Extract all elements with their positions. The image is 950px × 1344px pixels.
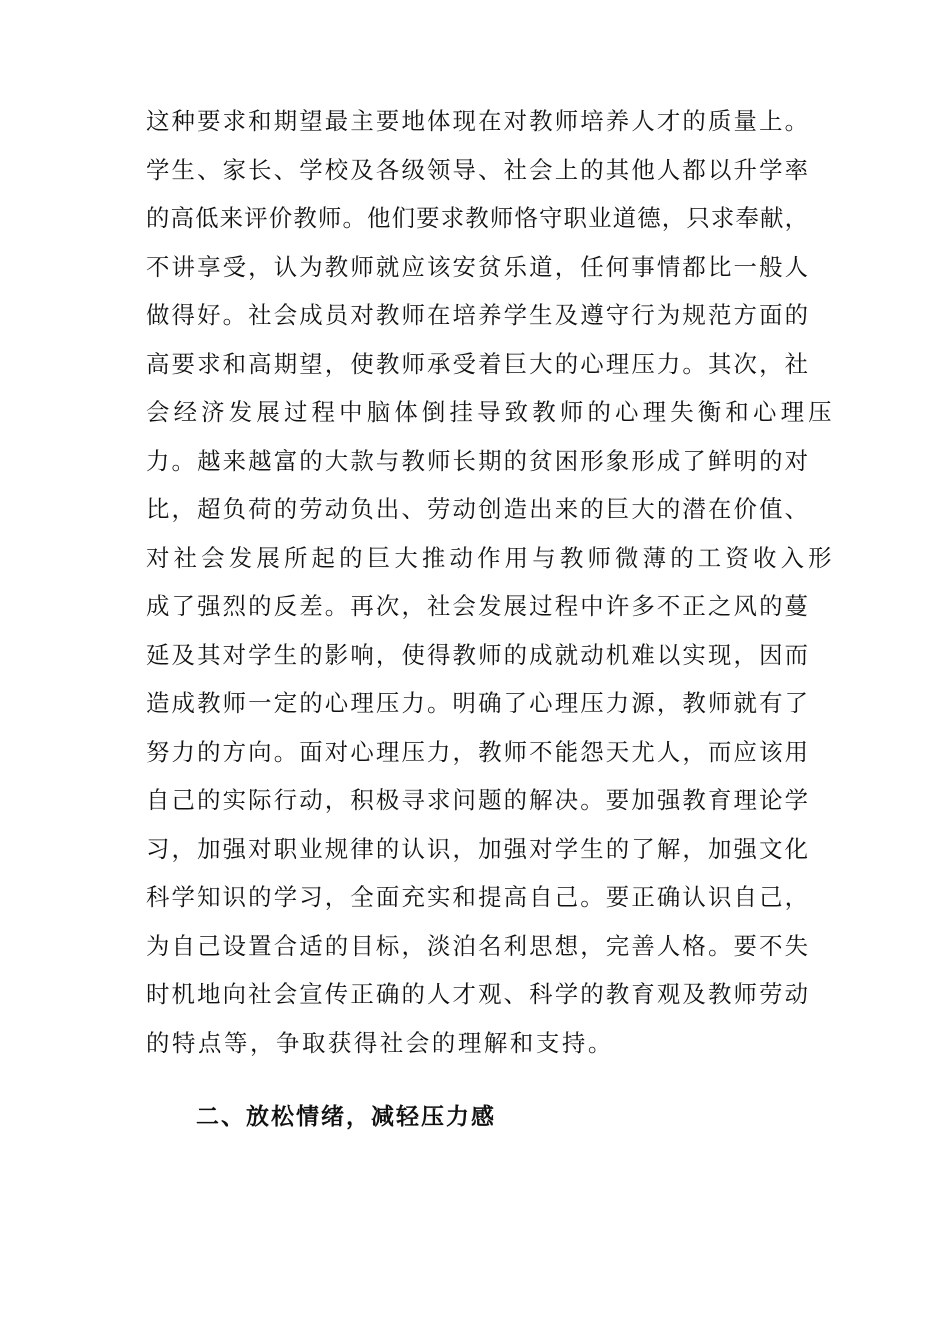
paragraph-line: 延及其对学生的影响，使得教师的成就动机难以实现，因而: [146, 640, 808, 669]
paragraph-line: 这种要求和期望最主要地体现在对教师培养人才的质量上。: [146, 107, 808, 135]
paragraph-line: 做得好。社会成员对教师在培养学生及遵守行为规范方面的: [146, 301, 808, 329]
paragraph-line: 为自己设置合适的目标，淡泊名利思想，完善人格。要不失: [146, 931, 808, 960]
paragraph-line: 会经济发展过程中脑体倒挂导致教师的心理失衡和心理压: [146, 398, 836, 426]
paragraph-line: 的高低来评价教师。他们要求教师恪守职业道德，只求奉献，: [146, 204, 808, 232]
paragraph-line: 不讲享受，认为教师就应该安贫乐道，任何事情都比一般人: [146, 252, 808, 281]
paragraph-line: 比，超负荷的劳动负出、劳动创造出来的巨大的潜在价值、: [146, 495, 808, 523]
section-heading: 二、放松情绪，减轻压力感: [196, 1104, 496, 1130]
paragraph-line: 科学知识的学习，全面充实和提高自己。要正确认识自己，: [146, 883, 808, 911]
paragraph-line: 高要求和高期望，使教师承受着巨大的心理压力。其次，社: [146, 349, 808, 378]
body-paragraph: [146, 97, 836, 1067]
paragraph-line: 自己的实际行动，积极寻求问题的解决。要加强教育理论学: [146, 786, 808, 814]
paragraph-line: 成了强烈的反差。再次，社会发展过程中许多不正之风的蔓: [146, 592, 808, 620]
paragraph-line: 对社会发展所起的巨大推动作用与教师微薄的工资收入形: [146, 543, 836, 572]
paragraph-line: 时机地向社会宣传正确的人才观、科学的教育观及教师劳动: [146, 980, 808, 1008]
paragraph-line: 习，加强对职业规律的认识，加强对学生的了解，加强文化: [146, 834, 808, 863]
paragraph-line: 努力的方向。面对心理压力，教师不能怨天尤人，而应该用: [146, 737, 808, 766]
paragraph-line: 学生、家长、学校及各级领导、社会上的其他人都以升学率: [146, 155, 808, 184]
paragraph-line: 的特点等，争取获得社会的理解和支持。: [146, 1028, 614, 1057]
paragraph-line: 造成教师一定的心理压力。明确了心理压力源，教师就有了: [146, 689, 808, 717]
paragraph-line: 力。越来越富的大款与教师长期的贫困形象形成了鲜明的对: [146, 446, 808, 475]
